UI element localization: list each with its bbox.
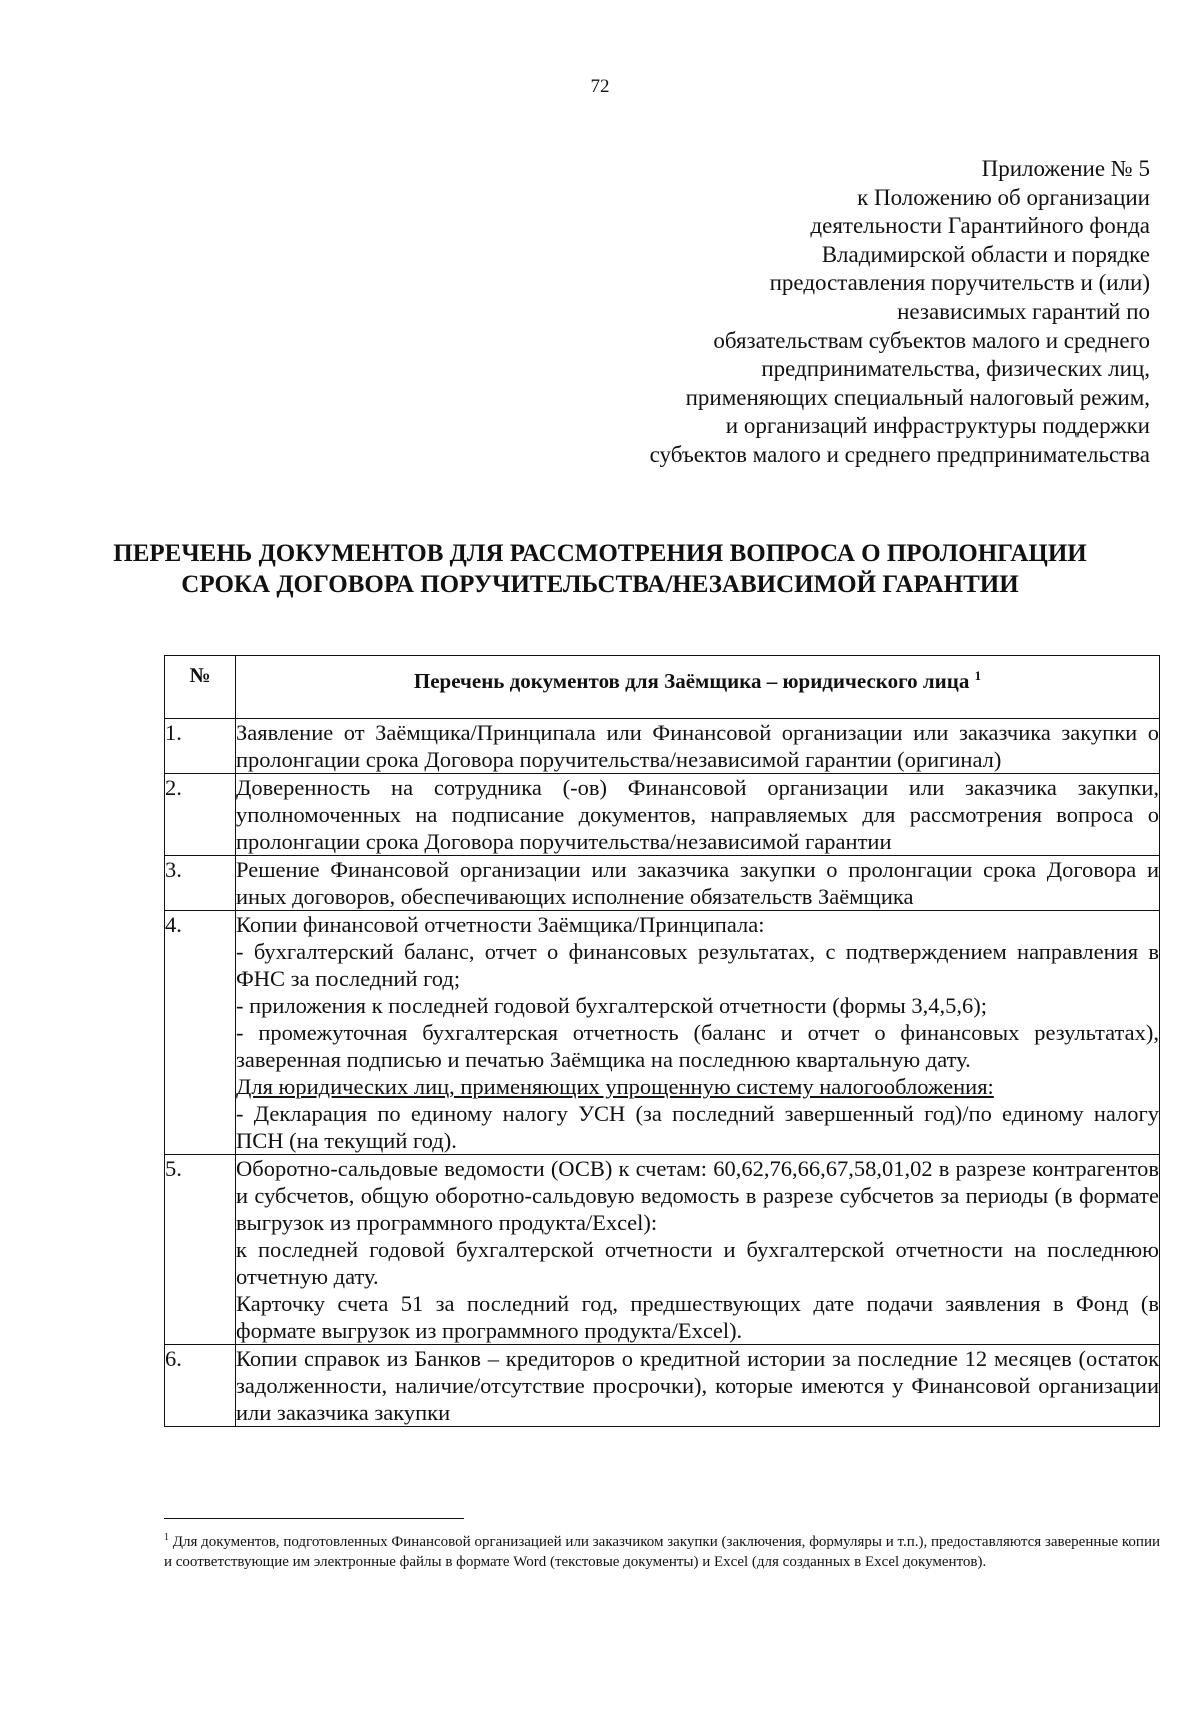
appendix-line: независимых гарантий по	[897, 298, 1150, 324]
table-row	[165, 1155, 1160, 1345]
row-paragraph: - промежуточная бухгалтерская отчетность (баланс и отчет о финансовых результатах), заверенная подписью и печатью Заёмщика на последнюю квартальную дату.	[236, 1020, 1159, 1072]
header-title-text: Перечень документов для Заёмщика – юридического лица	[413, 669, 970, 693]
table-row	[165, 1345, 1160, 1427]
row-number: 6.	[165, 1345, 236, 1427]
row-number: 1.	[165, 719, 236, 774]
row-text	[236, 719, 1160, 774]
row-text	[236, 1155, 1160, 1345]
header-title	[236, 656, 1160, 719]
table-row	[165, 856, 1160, 911]
row-text	[236, 774, 1160, 856]
table-row	[165, 774, 1160, 856]
row-paragraph: Копии справок из Банков – кредиторов о кредитной истории за последние 12 месяцев (остаток задолженности, наличие/отсутствие просрочки), которые имеются у Финансовой организации или заказчика закупки	[236, 1346, 1159, 1425]
page-number: 72	[590, 76, 610, 97]
appendix-line: к Положению об организации	[857, 184, 1150, 210]
title-line: ПЕРЕЧЕНЬ ДОКУМЕНТОВ ДЛЯ РАССМОТРЕНИЯ ВОПРОСА О ПРОЛОНГАЦИИ	[113, 540, 1087, 567]
appendix-line: обязательствам субъектов малого и среднего	[713, 327, 1150, 353]
documents-table	[164, 655, 1160, 1427]
table-row	[165, 911, 1160, 1155]
row-paragraph: - Декларация по единому налогу УСН (за последний завершенный год)/по единому налогу ПСН (на текущий год).	[236, 1101, 1159, 1153]
row-paragraph: Заявление от Заёмщика/Принципала или Финансовой организации или заказчика закупки о пролонгации срока Договора поручительства/независимой гарантии (оригинал)	[236, 720, 1159, 772]
appendix-line: Владимирской области и порядке	[821, 241, 1150, 267]
row-text	[236, 856, 1160, 911]
row-paragraph: Копии финансовой отчетности Заёмщика/Принципала:	[236, 912, 765, 937]
appendix-line: предоставления поручительств и (или)	[769, 270, 1150, 296]
table-row	[165, 719, 1160, 774]
row-number: 5.	[165, 1155, 236, 1345]
row-paragraph: Оборотно-сальдовые ведомости (ОСВ) к счетам: 60,62,76,66,67,58,01,02 в разрезе контрагентов и субсчетов, общую оборотно-сальдовую ведомость в разрезе субсчетов за периоды (в формате выгрузок из программного продукта/Excel):	[236, 1156, 1159, 1235]
row-number: 3.	[165, 856, 236, 911]
row-paragraph: - приложения к последней годовой бухгалтерской отчетности (формы 3,4,5,6);	[236, 993, 988, 1018]
appendix-reference	[510, 155, 1150, 470]
footnote-mark: 1	[164, 1532, 169, 1543]
row-text	[236, 911, 1160, 1155]
footnote-text: Для документов, подготовленных Финансовой организацией или заказчиком закупки (заключения, формуляры и т.п.), предоставляются заверенные копии и соответствующие им электронные файлы в формате Word (текстовые документы) и Excel (для созданных в Excel документов).	[164, 1534, 1160, 1570]
row-paragraph: к последней годовой бухгалтерской отчетности и бухгалтерской отчетности на последнюю отчетную дату.	[236, 1237, 1159, 1289]
row-paragraph: Решение Финансовой организации или заказчика закупки о пролонгации срока Договора и иных договоров, обеспечивающих исполнение обязательств Заёмщика	[236, 857, 1159, 909]
footnote-separator	[164, 1518, 464, 1519]
appendix-line: Приложение № 5	[981, 156, 1150, 181]
appendix-line: деятельности Гарантийного фонда	[810, 213, 1150, 239]
table-header-row	[165, 656, 1160, 719]
appendix-line: предпринимательства, физических лиц,	[761, 356, 1150, 382]
document-title	[0, 538, 1200, 600]
row-paragraph-underlined: Для юридических лиц, применяющих упрощенную систему налогообложения:	[236, 1074, 994, 1099]
appendix-line: и организаций инфраструктуры поддержки	[725, 413, 1150, 439]
row-paragraph: Карточку счета 51 за последний год, предшествующих дате подачи заявления в Фонд (в формате выгрузок из программного продукта/Excel).	[236, 1291, 1159, 1343]
footnote	[164, 1528, 1160, 1572]
footnote-mark: 1	[974, 668, 982, 683]
row-number: 4.	[165, 911, 236, 1155]
title-line: СРОКА ДОГОВОРА ПОРУЧИТЕЛЬСТВА/НЕЗАВИСИМОЙ ГАРАНТИИ	[181, 571, 1019, 598]
header-number: №	[165, 656, 236, 719]
appendix-line: субъектов малого и среднего предпринимательства	[649, 441, 1150, 467]
row-paragraph: Доверенность на сотрудника (-ов) Финансовой организации или заказчика закупки, уполномоченных на подписание документов, направляемых для рассмотрения вопроса о пролонгации срока Договора поручительства/независимой гарантии	[236, 775, 1159, 854]
row-text	[236, 1345, 1160, 1427]
row-paragraph: - бухгалтерский баланс, отчет о финансовых результатах, с подтверждением направления в ФНС за последний год;	[236, 939, 1159, 991]
appendix-line: применяющих специальный налоговый режим,	[685, 384, 1150, 410]
row-number: 2.	[165, 774, 236, 856]
